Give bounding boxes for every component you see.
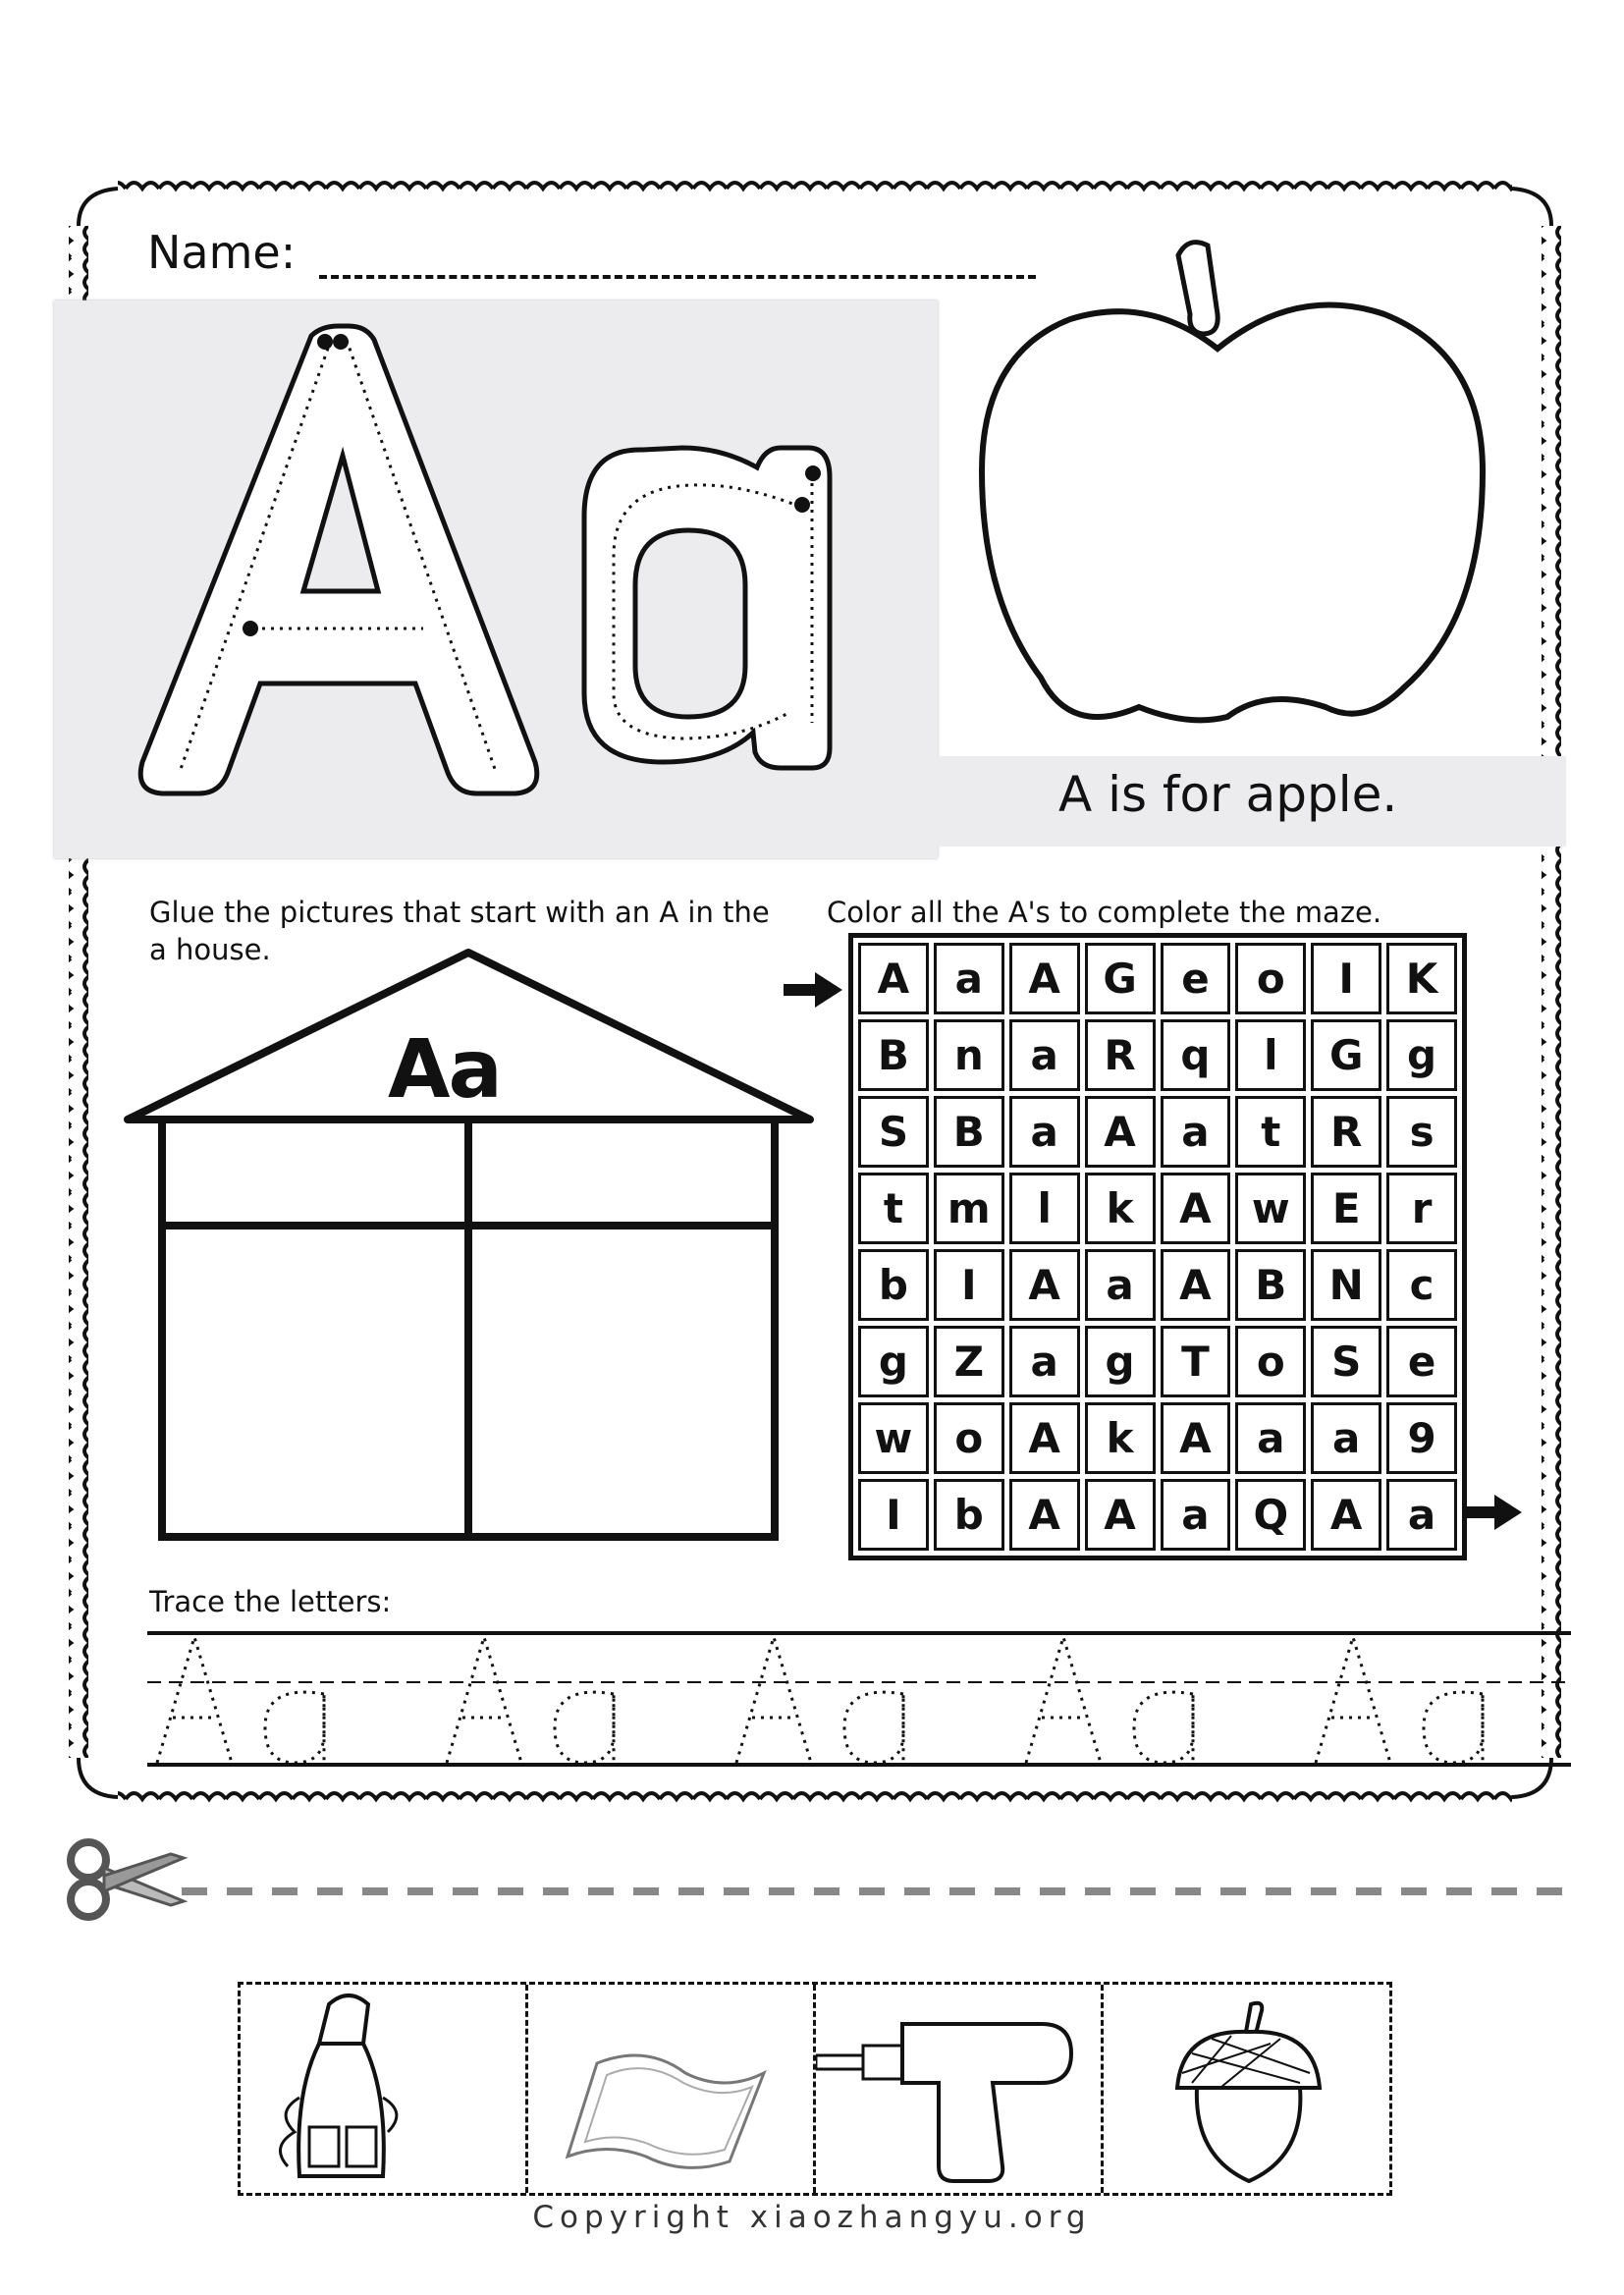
trace-letter-pair[interactable] xyxy=(736,1637,903,1763)
house-label: Aa xyxy=(388,1023,501,1117)
maze-cell[interactable]: a xyxy=(1009,1096,1080,1168)
maze-cell[interactable]: l xyxy=(1235,1019,1306,1091)
maze-cell[interactable]: o xyxy=(934,1402,1004,1474)
maze-cell[interactable]: t xyxy=(1235,1096,1306,1168)
maze-cell[interactable]: a xyxy=(1235,1402,1306,1474)
trace-lines xyxy=(147,1625,1571,1773)
magic-carpet-icon xyxy=(528,1985,813,2187)
copyright: Copyright xiaozhangyu.org xyxy=(532,2200,1092,2235)
cut-line xyxy=(182,1885,1576,1897)
maze-cell[interactable]: R xyxy=(1311,1096,1381,1168)
maze-cell[interactable]: s xyxy=(1386,1096,1457,1168)
maze-cell[interactable]: w xyxy=(1235,1173,1306,1244)
maze-cell[interactable]: I xyxy=(934,1249,1004,1321)
trace-letter-pair[interactable] xyxy=(1316,1637,1483,1763)
cutout-magic-carpet[interactable] xyxy=(528,1985,816,2193)
trace-letter-pair[interactable] xyxy=(447,1637,614,1763)
maze-cell[interactable]: 9 xyxy=(1386,1402,1457,1474)
maze-cell[interactable]: k xyxy=(1085,1402,1156,1474)
maze-cell[interactable]: e xyxy=(1386,1326,1457,1397)
trace-letter-pair[interactable] xyxy=(1026,1637,1193,1763)
maze-cell[interactable]: E xyxy=(1311,1173,1381,1244)
maze-cell[interactable]: o xyxy=(1235,943,1306,1014)
maze-cell[interactable]: T xyxy=(1161,1326,1231,1397)
maze-cell[interactable]: q xyxy=(1161,1019,1231,1091)
maze-cell[interactable]: S xyxy=(1311,1326,1381,1397)
maze-cell[interactable]: r xyxy=(1386,1173,1457,1244)
maze-cell[interactable]: R xyxy=(1085,1019,1156,1091)
maze-cell[interactable]: A xyxy=(1161,1402,1231,1474)
trace-letter-pair[interactable] xyxy=(157,1637,324,1763)
cutout-drill[interactable] xyxy=(816,1985,1104,2193)
maze-cell[interactable]: A xyxy=(1085,1479,1156,1551)
drill-icon xyxy=(816,1985,1101,2187)
maze-cell[interactable]: A xyxy=(1161,1173,1231,1244)
maze-cell[interactable]: a xyxy=(934,943,1004,1014)
maze-cell[interactable]: a xyxy=(1161,1096,1231,1168)
maze-cell[interactable]: l xyxy=(1009,1173,1080,1244)
maze-cell[interactable]: w xyxy=(858,1402,929,1474)
maze-cell[interactable]: b xyxy=(934,1479,1004,1551)
maze-cell[interactable]: A xyxy=(1161,1249,1231,1321)
maze-cell[interactable]: A xyxy=(1009,943,1080,1014)
maze-end-arrow-icon xyxy=(1463,1493,1524,1532)
maze-cell[interactable]: g xyxy=(1085,1326,1156,1397)
maze-cell[interactable]: t xyxy=(858,1173,929,1244)
maze-cell[interactable]: A xyxy=(1085,1096,1156,1168)
maze-cell[interactable]: m xyxy=(934,1173,1004,1244)
maze-cell[interactable]: e xyxy=(1161,943,1231,1014)
maze-cell[interactable]: g xyxy=(858,1326,929,1397)
acorn-icon xyxy=(1104,1985,1388,2187)
cutout-acorn[interactable] xyxy=(1104,1985,1389,2193)
maze-cell[interactable]: A xyxy=(858,943,929,1014)
name-write-line[interactable] xyxy=(319,275,1036,279)
cutout-strip xyxy=(238,1982,1392,2196)
maze-cell[interactable]: A xyxy=(1311,1479,1381,1551)
apple-caption: A is for apple. xyxy=(1058,766,1398,823)
maze-cell[interactable]: A xyxy=(1009,1402,1080,1474)
maze-cell[interactable]: I xyxy=(858,1479,929,1551)
trace-instruction: Trace the letters: xyxy=(149,1585,392,1618)
maze-instruction: Color all the A's to complete the maze. xyxy=(827,896,1382,929)
maze-cell[interactable]: Z xyxy=(934,1326,1004,1397)
maze-cell[interactable]: S xyxy=(858,1096,929,1168)
maze-cell[interactable]: a xyxy=(1085,1249,1156,1321)
name-label: Name: xyxy=(147,226,297,279)
maze-cell[interactable]: b xyxy=(858,1249,929,1321)
maze-cell[interactable]: n xyxy=(934,1019,1004,1091)
maze-cell[interactable]: B xyxy=(858,1019,929,1091)
maze-cell[interactable]: K xyxy=(1386,943,1457,1014)
maze-cell[interactable]: a xyxy=(1386,1479,1457,1551)
maze-cell[interactable]: B xyxy=(1235,1249,1306,1321)
maze-cell[interactable]: B xyxy=(934,1096,1004,1168)
letter-maze xyxy=(848,933,1467,1560)
scissors-icon xyxy=(61,1838,189,1921)
maze-cell[interactable]: N xyxy=(1311,1249,1381,1321)
maze-cell[interactable]: A xyxy=(1009,1479,1080,1551)
maze-cell[interactable]: c xyxy=(1386,1249,1457,1321)
maze-cell[interactable]: Q xyxy=(1235,1479,1306,1551)
maze-cell[interactable]: a xyxy=(1009,1019,1080,1091)
maze-cell[interactable]: o xyxy=(1235,1326,1306,1397)
apple-icon xyxy=(972,226,1502,737)
maze-cell[interactable]: G xyxy=(1311,1019,1381,1091)
maze-cell[interactable]: A xyxy=(1009,1249,1080,1321)
maze-cell[interactable]: I xyxy=(1311,943,1381,1014)
maze-cell[interactable]: a xyxy=(1311,1402,1381,1474)
maze-cell[interactable]: a xyxy=(1161,1479,1231,1551)
maze-cell[interactable]: G xyxy=(1085,943,1156,1014)
apron-icon xyxy=(241,1985,525,2187)
maze-start-arrow-icon xyxy=(784,970,844,1010)
glue-instruction: Glue the pictures that start with an A in the a house. xyxy=(149,896,770,966)
tracing-letters-aa xyxy=(54,301,938,858)
cutout-apron[interactable] xyxy=(241,1985,528,2193)
maze-cell[interactable]: a xyxy=(1009,1326,1080,1397)
maze-cell[interactable]: g xyxy=(1386,1019,1457,1091)
letter-panel xyxy=(54,301,938,858)
maze-cell[interactable]: k xyxy=(1085,1173,1156,1244)
